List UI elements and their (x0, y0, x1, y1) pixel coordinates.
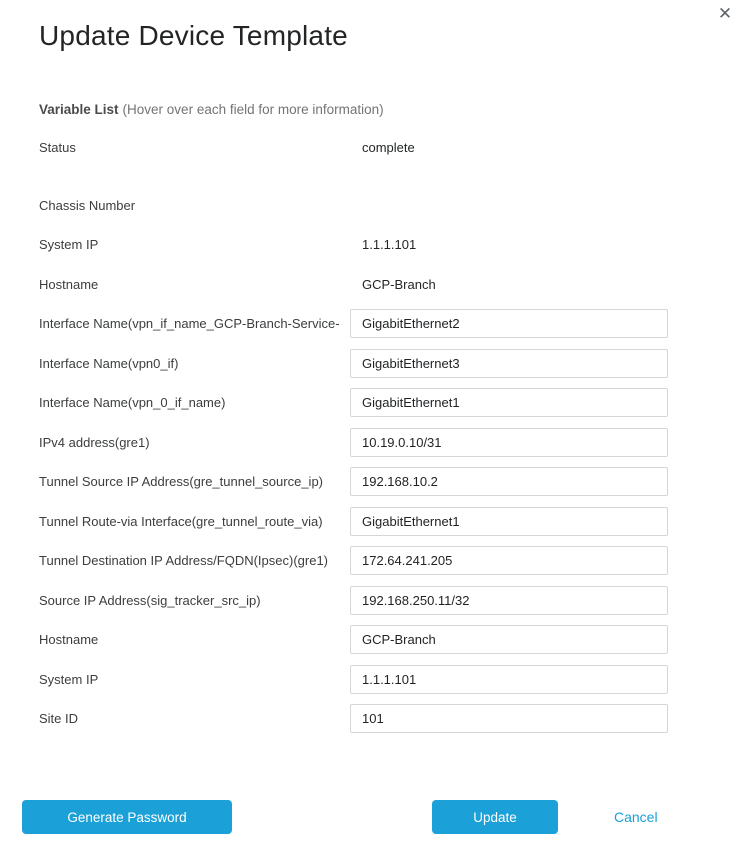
variable-list-title: Variable List (39, 102, 119, 117)
variable-row (39, 383, 668, 423)
variable-label: Site ID (39, 711, 79, 727)
update-button[interactable]: Update (432, 800, 558, 834)
variable-input[interactable] (350, 388, 668, 417)
variable-input[interactable] (350, 625, 668, 654)
variable-row (39, 541, 668, 581)
variable-row (39, 581, 668, 621)
variable-input[interactable] (350, 428, 668, 457)
cancel-link[interactable]: Cancel (614, 809, 658, 825)
variable-input[interactable] (350, 586, 668, 615)
variable-input[interactable] (350, 507, 668, 536)
variable-input[interactable] (350, 309, 668, 338)
variable-row (39, 128, 668, 168)
variable-list-hint: (Hover over each field for more information) (122, 102, 384, 117)
variable-row (39, 620, 668, 660)
variable-row (39, 423, 668, 463)
variable-label: Hostname (39, 632, 99, 648)
variable-input[interactable] (350, 704, 668, 733)
dialog-title: Update Device Template (39, 20, 348, 51)
variable-label: Interface Name(vpn0_if) (39, 355, 179, 371)
variable-input[interactable] (350, 349, 668, 378)
variable-input[interactable] (350, 546, 668, 575)
variable-row (39, 660, 668, 700)
variable-row (39, 462, 668, 502)
variable-label: Status (39, 140, 76, 156)
variable-label: Source IP Address(sig_tracker_src_ip) (39, 592, 261, 608)
variable-row (39, 699, 668, 739)
variable-row (39, 502, 668, 542)
variable-rows (39, 128, 668, 739)
variable-input[interactable] (350, 467, 668, 496)
variable-label: Interface Name(vpn_if_name_GCP-Branch-Service- (39, 316, 340, 332)
variable-row (39, 304, 668, 344)
variable-label: Chassis Number (39, 197, 136, 213)
variable-row (39, 186, 668, 226)
generate-password-button[interactable]: Generate Password (22, 800, 232, 834)
variable-label: Tunnel Source IP Address(gre_tunnel_source_ip) (39, 474, 324, 490)
variable-row (39, 265, 668, 305)
variable-label: System IP (39, 237, 99, 253)
variable-label: Tunnel Route-via Interface(gre_tunnel_route_via) (39, 513, 323, 529)
variable-label: Tunnel Destination IP Address/FQDN(Ipsec)(gre1) (39, 553, 329, 569)
close-icon[interactable]: ✕ (717, 3, 733, 23)
variable-value: complete (362, 140, 415, 156)
variable-row (39, 344, 668, 384)
dialog-footer (0, 800, 752, 834)
variable-value: GCP-Branch (362, 276, 436, 292)
variable-list-header (39, 102, 384, 117)
variable-label: IPv4 address(gre1) (39, 434, 150, 450)
variable-input[interactable] (350, 665, 668, 694)
variable-label: Hostname (39, 276, 99, 292)
variable-value: 1.1.1.101 (362, 237, 417, 253)
variable-label: System IP (39, 671, 99, 687)
variable-row (39, 225, 668, 265)
variable-label: Interface Name(vpn_0_if_name) (39, 395, 226, 411)
